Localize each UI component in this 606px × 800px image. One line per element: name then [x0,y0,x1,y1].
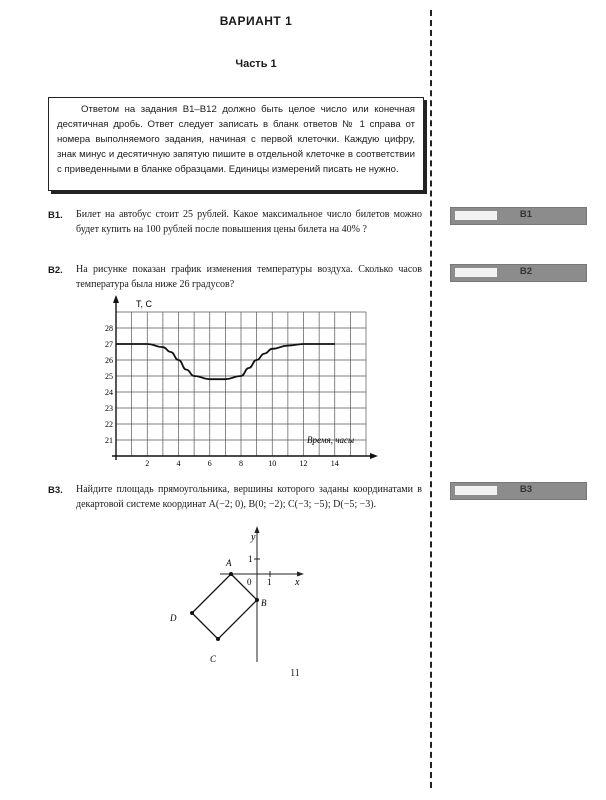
cut-line [430,10,432,788]
point-c-label: C [210,654,217,664]
coordinate-figure [160,522,320,670]
answer-input-b1[interactable] [455,211,497,220]
chart-x-tick-label: 10 [268,459,277,466]
y-axis-arrow-icon [113,295,119,303]
chart-y-tick-label: 24 [105,388,113,397]
x-axis-label: x [295,577,300,588]
answer-input-b3[interactable] [455,486,497,495]
point-c-marker [216,637,220,641]
part-title: Часть 1 [235,58,277,70]
chart-y-tick-label: 22 [105,420,113,429]
variant-title: ВАРИАНТ 1 [219,14,293,28]
x-axis-arrow-icon [370,453,378,459]
chart-x-tick-label: 14 [330,459,339,466]
page-number: 11 [290,668,300,679]
point-d-label: D [170,613,177,623]
instructions-box [48,97,424,191]
chart-y-tick-label: 27 [105,340,113,349]
chart-y-tick-label: 21 [105,436,113,445]
answer-field-b2[interactable] [450,264,587,282]
chart-y-axis-label: T, C [136,299,153,309]
question-b1-text: Билет на автобус стоит 25 рублей. Какое максимальное число билетов можно будет купить на 100 рублей после повышения цены билета на 40% ? [76,209,422,235]
question-b1-number: B1. [48,210,63,221]
chart-y-tick-label: 28 [105,324,113,333]
point-b-label: B [261,598,267,608]
origin-label: 0 [247,577,252,587]
answer-label-b1: B1 [519,209,533,220]
question-b3-number: B3. [48,485,63,496]
answer-input-b2[interactable] [455,268,497,277]
y-unit-label: 1 [248,554,253,564]
question-b2-number: B2. [48,265,63,276]
point-d-marker [190,611,194,615]
chart-x-tick-label: 4 [176,459,181,466]
chart-x-tick-label: 12 [299,459,308,466]
chart-y-tick-label: 23 [105,404,113,413]
answer-label-b3: B3 [519,484,533,495]
x-unit-label: 1 [267,577,272,587]
point-b-marker [255,598,259,602]
question-b3-text: Найдите площадь прямоугольника, вершины которого заданы координатами в декартовой системе координат A(−2; 0), B(0; −2); C(−3; −5); D(−5; −3). [76,484,422,510]
answer-field-b1[interactable] [450,207,587,225]
point-a-label: A [226,558,232,568]
chart-y-tick-label: 26 [105,356,113,365]
y-axis-label: y [251,532,256,543]
temperature-chart [90,294,380,466]
chart-x-tick-label: 2 [145,459,150,466]
chart-x-tick-label: 8 [239,459,243,466]
answer-field-b3[interactable] [450,482,587,500]
instructions-text: Ответом на задания B1–B12 должно быть целое число или конечная десятичная дробь. Ответ следует записать в бланк ответов № 1 справа от номера выполняемого задания, начиная с первой клеточки. Каждую цифру, знак минус и десятичную запятую пишите в отдельной клеточке в соответствии с приведенными в бланке образцами. Единицы измерений писать не нужно. [57,104,415,175]
chart-y-tick-label: 25 [105,372,113,381]
chart-x-tick-label: 6 [207,459,212,466]
x-axis-arrow-icon [297,572,304,577]
answer-label-b2: B2 [519,266,533,277]
question-b2-text: На рисунке показан график изменения температуры воздуха. Сколько часов температура была ниже 26 градусов? [76,264,422,290]
chart-x-axis-label: Время, часы [307,435,355,445]
point-a-marker [229,572,233,576]
